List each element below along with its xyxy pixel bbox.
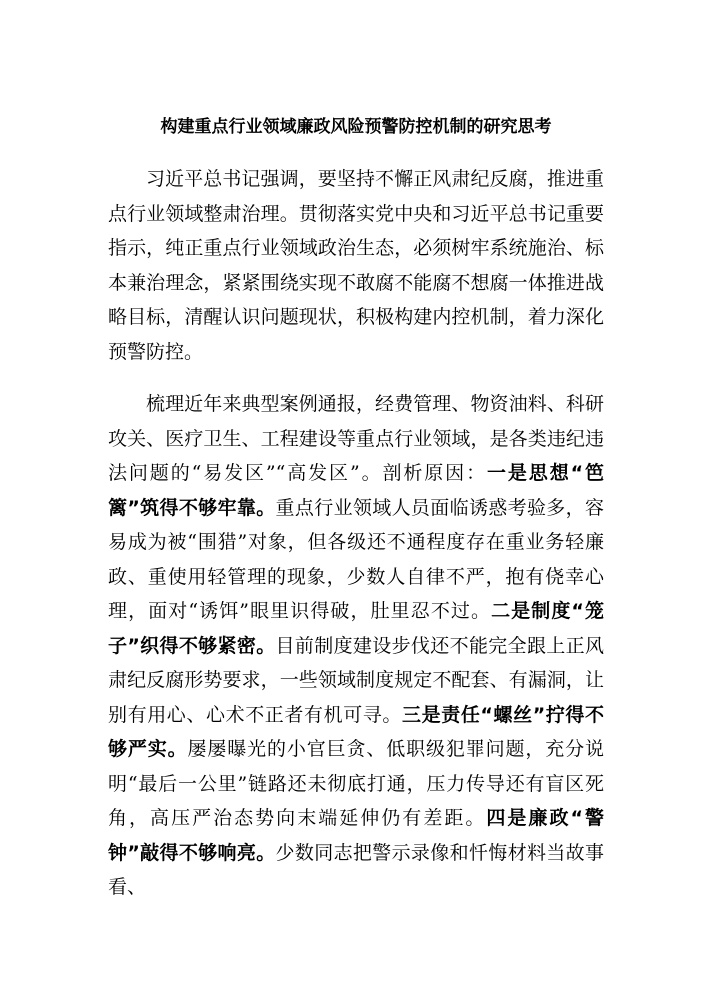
document-page <box>108 112 604 905</box>
point-1-text: 重点行业领域人员面临诱惑考验多，容易成为被“围猎”对象，但各级还不通程度存在重业务轻廉政、重使用轻管理的现象，少数人自律不严，抱有侥幸心理，面对“诱饵”眼里识得破，肚里忍不过。 <box>108 496 604 622</box>
point-4-text: 少数同志把警示录像和忏悔材料当故事看、 <box>108 841 604 898</box>
document-title: 构建重点行业领域廉政风险预警防控机制的研究思考 <box>160 117 552 137</box>
paragraph-1: 习近平总书记强调，要坚持不懈正风肃纪反腐，推进重点行业领域整肃治理。贯彻落实党中央和习近平总书记重要指示，纯正重点行业领域政治生态，必须树牢系统施治、标本兼治理念，紧紧围绕实现不敢腐不能腐不想腐一体推进战略目标，清醒认识问题现状，积极构建内控机制，着力深化预警防控。 <box>108 168 604 363</box>
paragraph-2-intro: 梳理近年来典型案例通报，经费管理、物资油料、科研攻关、医疗卫生、工程建设等重点行业领域，是各类违纪违法问题的“易发区”“高发区”。剖析原因： <box>108 393 604 484</box>
paragraph-2 <box>108 387 604 905</box>
point-1-heading: 一是思想“笆篱”筑得不够牢靠。 <box>108 462 604 519</box>
point-4-heading: 四是廉政“警钟”敲得不够响亮。 <box>108 807 604 864</box>
point-3-text: 屡屡曝光的小官巨贪、低职级犯罪问题，充分说明“最后一公里”链路还未彻底打通，压力传导还有盲区死角，高压严治态势向末端延伸仍有差距。 <box>108 738 604 829</box>
point-3-heading: 三是责任“螺丝”拧得不够严实。 <box>108 703 604 760</box>
point-2-text: 目前制度建设步伐还不能完全跟上正风肃纪反腐形势要求，一些领域制度规定不配套、有漏洞，让别有用心、心术不正者有机可寻。 <box>108 634 604 726</box>
point-2-heading: 二是制度“笼子”织得不够紧密。 <box>108 600 604 657</box>
